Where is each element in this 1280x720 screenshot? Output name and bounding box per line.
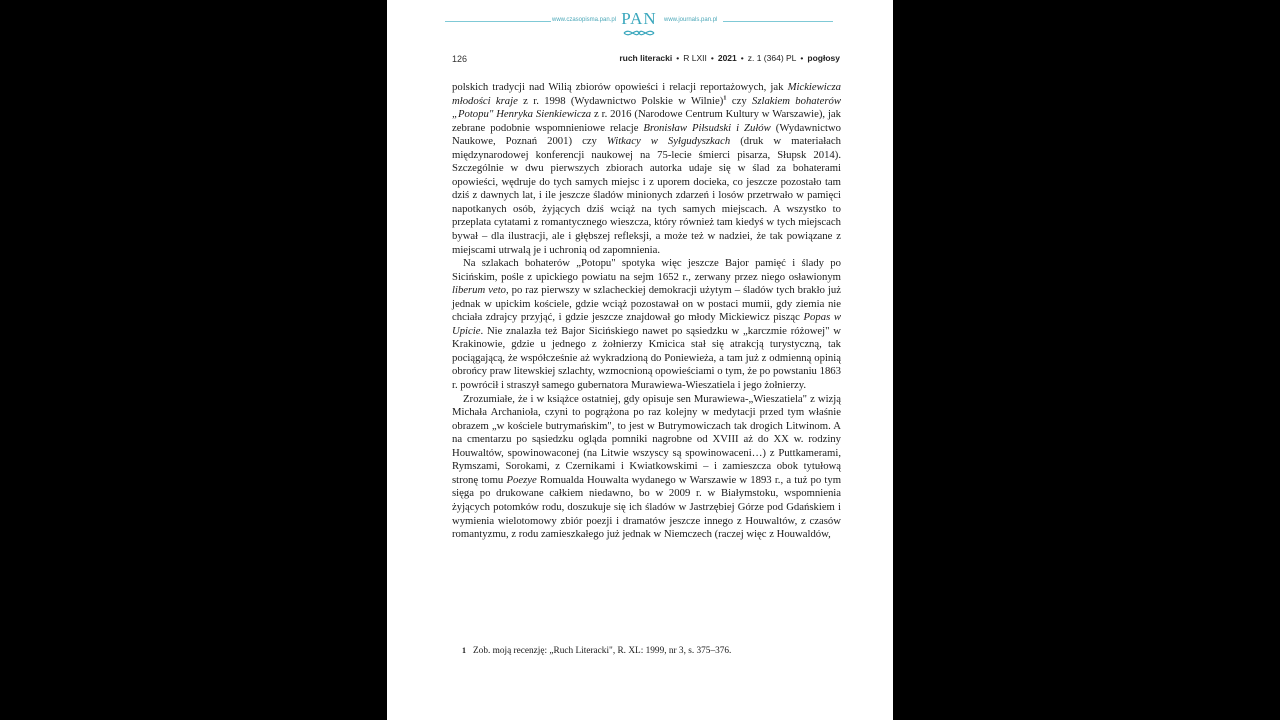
text-run: z r. 2016 (Narodowe Centrum Kultury w Warszawie), jak zebrane podobnie wspomnieniowe relacje bbox=[452, 108, 841, 134]
text-run: . Nie znalazła też Bajor Sicińskiego nawet po sąsiedzku w „karczmie różowej" w Krakinowie, gdzie u jednego z żołnierzy Kmicica stał się atrakcją turystyczną, tak pociągającą, że współcześnie aż wykradzioną do Poniewieża, a tam już z odmienną opinią obrońcy praw litewskiej szlachty, wzmocnioną opowieściami o tym, że po powstaniu 1863 r. powrócił i straszył samego gubernatora Murawiewa-Wieszatiela i jego żołnierzy. bbox=[452, 324, 841, 392]
paragraph bbox=[452, 393, 841, 542]
footnote-ref[interactable]: 1 bbox=[723, 93, 727, 101]
text-run: (druk w materiałach międzynarodowej konferencji naukowej na 75-lecie śmierci pisarza, Słupsk 2014). Szczególnie w dwu pierwszych zbiorach autorka udaje się w ślad za bohaterami opowieści, wędruje do tych samych miejsc i z uporem docieka, co jeszcze pozostało tam dziś z dawnych lat, i ile jeszcze śladów minionych zdarzeń i losów przetrwało w pamięci napotkanych osób, żyjących dziś wciąż na tych samych miejscach. A wszystko to przeplata cytatami z romantycznego wieszcza, który również tam kiedyś w tych miejscach bywał – dla ilustracji, ale i głębszej refleksji, a może też w nadziei, że tak powiązane z miejscami utrwalą je i uchronią od zapomnienia. bbox=[452, 135, 841, 256]
paragraph bbox=[452, 257, 841, 392]
logo-ornament-icon bbox=[622, 27, 656, 40]
section: pogłosy bbox=[807, 53, 840, 63]
italic-title: Poezye bbox=[506, 473, 537, 486]
body-text bbox=[452, 81, 841, 542]
issue: z. 1 (364) PL bbox=[747, 53, 797, 63]
footnote-text: Zob. moją recenzję: „Ruch Literacki", R. XL: 1999, nr 3, s. 375–376. bbox=[473, 646, 732, 656]
italic-title: Bronisław Piłsudski i Zułów bbox=[643, 121, 771, 134]
header-rule-right bbox=[723, 21, 833, 22]
volume: R LXII bbox=[683, 53, 707, 63]
text-run: (Wydawnictwo Naukowe, Poznań 2001) czy bbox=[452, 121, 841, 148]
journal-name: ruch literacki bbox=[619, 53, 673, 63]
page-number: 126 bbox=[452, 54, 468, 64]
text-run: , po raz pierwszy w szlacheckiej demokracji użytym – śladów tych brakło już jednak w upickim kościele, gdzie wciąż pozostawał on w postaci mumii, gdy ziemia nie chciała zdrajcy przyjąć, i gdzie jeszcze znajdował go młody Mickiewicz pisząc bbox=[452, 284, 841, 324]
header-url-right[interactable]: www.journals.pan.pl bbox=[664, 17, 718, 23]
italic-title: Mickiewicza młodości kraje bbox=[452, 81, 841, 107]
footnote bbox=[462, 646, 842, 656]
header-rule-left bbox=[445, 21, 551, 22]
italic-title: Witkacy w Syłgudyszkach bbox=[606, 135, 731, 148]
running-head: ruch literacki • R LXII • 2021 • z. 1 (364) PL • pogłosy bbox=[619, 53, 840, 63]
text-run: Zrozumiałe, że i w książce ostatniej, gdy opisuje sen Murawiewa-„Wieszatiela" z wizją Michała Archanioła, czyni to pogrążona po raz kolejny w medytacji przed tym właśnie obrazem „w kościele butrymańskim", to jest w Butrymowiczach tak drogich Litwinom. A na cmentarzu po sąsiedzku ogląda pomniki nagrobne od XVIII aż do XX w. rodziny Houwaltów, spowinowaconej (na Litwie wszyscy są spowinowaceni…) z Puttkamerami, Rymszami, Sorokami, z Czernikami i Kwiatkowskimi – i zamieszcza obok tytułową stronę tomu bbox=[452, 392, 841, 486]
footnote-number: 1 bbox=[462, 646, 466, 655]
text-run: Na szlakach bohaterów „Potopu" spotyka więc jeszcze Bajor pamięć i ślady po Sicińskim, pośle z upickiego powiatu na sejm 1652 r., zerwany przez niego osławionym bbox=[452, 257, 841, 283]
text-run: polskich tradycji nad Wilią zbiorów opowieści i relacji reportażowych, jak bbox=[452, 81, 788, 93]
header-url-left[interactable]: www.czasopisma.pan.pl bbox=[552, 17, 617, 23]
pan-logo bbox=[620, 10, 658, 40]
paragraph bbox=[452, 81, 841, 257]
year: 2021 bbox=[717, 53, 737, 63]
italic-title: Szlakiem bohaterów „Potopu" Henryka Sienkiewicza bbox=[452, 94, 841, 121]
text-run: z r. 1998 (Wydawnictwo Polskie w Wilnie) bbox=[517, 94, 724, 107]
italic-title: Popas w Upicie bbox=[452, 311, 841, 337]
text-run: Romualda Houwalta wydanego w Warszawie w 1893 r., a tuż po tym sięga po drukowane całkiem niedawno, bo w 2009 r. w Białymstoku, wspomnienia żyjących potomków rodu, doszukuje się ich śladów w Jastrzębiej Górze pod Gdańskiem i wymienia wielotomowy zbiór poezji i dramatów jeszcze innego z Houwaltów, z czasów romantyzmu, z rodu zamieszkałego już jednak w Niemczech (raczej więc z Houwaldów, bbox=[452, 473, 842, 541]
text-run: czy bbox=[726, 94, 752, 107]
document-page bbox=[387, 0, 893, 720]
italic-title: liberum veto bbox=[452, 284, 507, 297]
logo-text: PAN bbox=[621, 9, 657, 28]
